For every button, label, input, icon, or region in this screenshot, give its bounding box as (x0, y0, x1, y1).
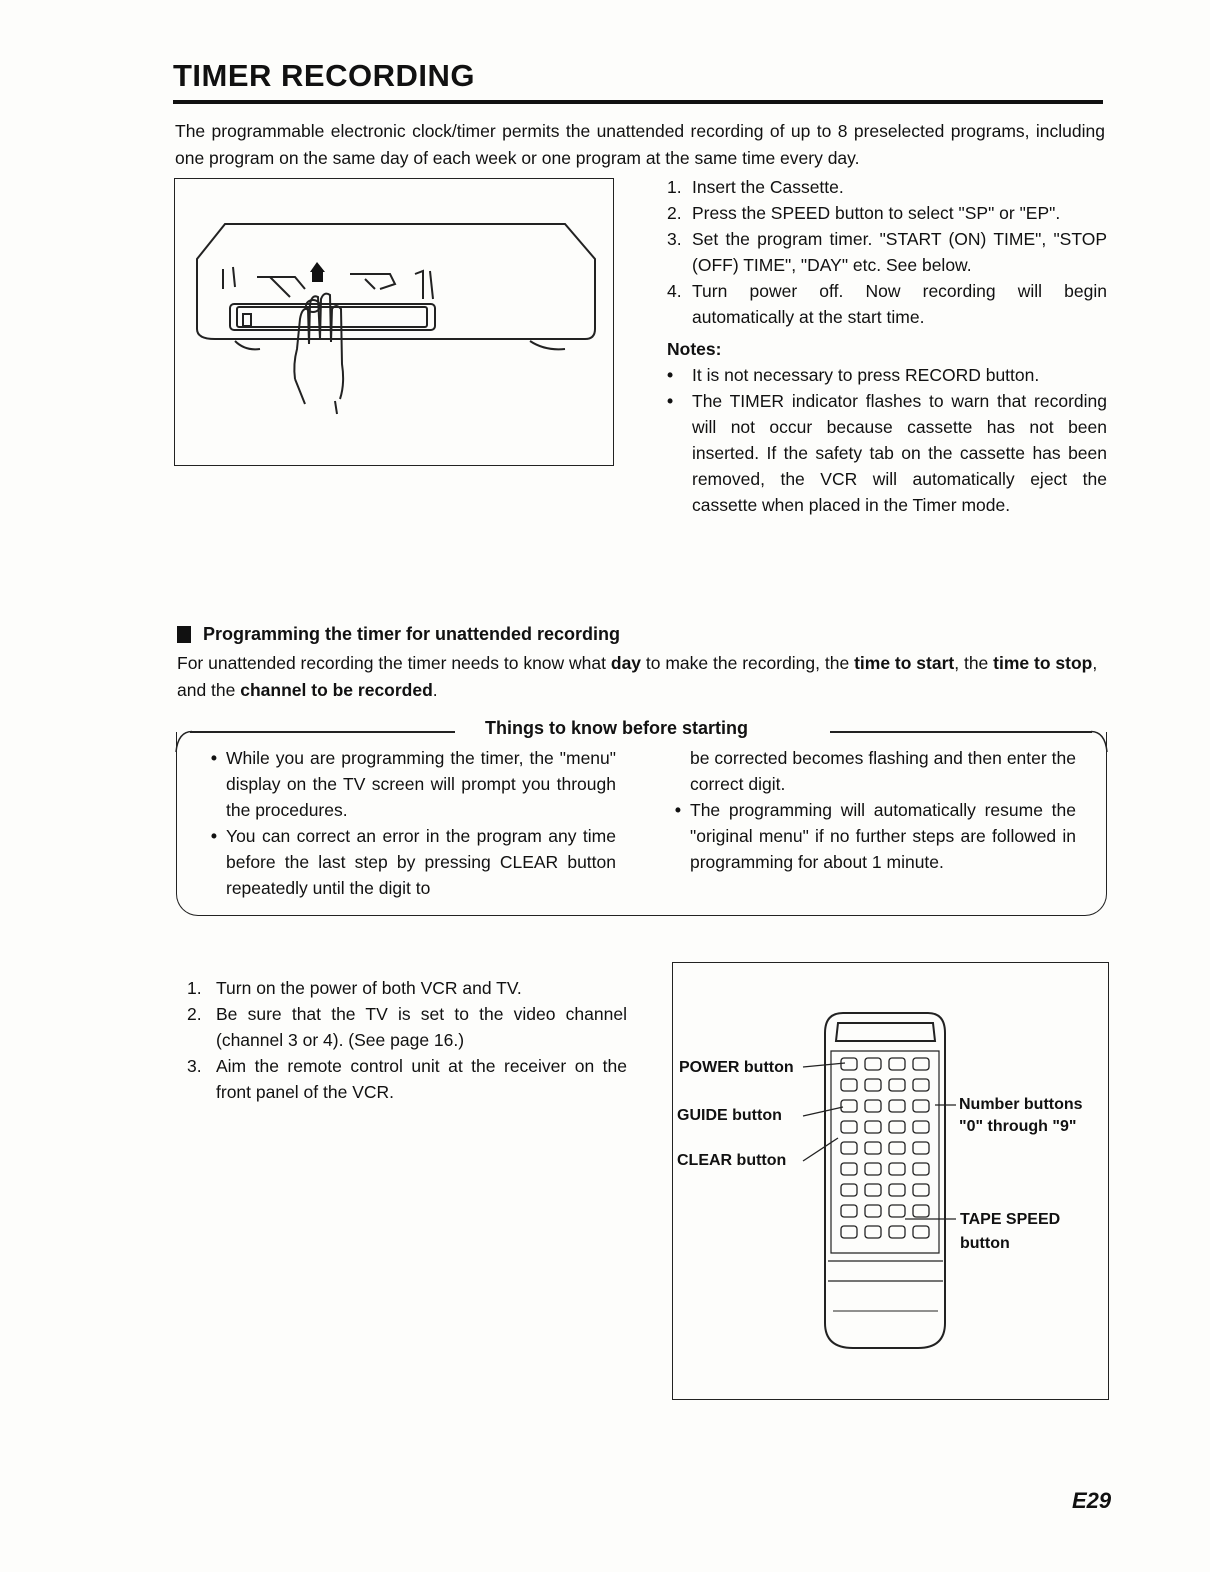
box-corner (1090, 730, 1110, 754)
remote-step: 2. Be sure that the TV is set to the video channel (channel 3 or 4). (See page 16.) (187, 1004, 627, 1050)
remote-key (889, 1226, 905, 1238)
intro-paragraph: The programmable electronic clock/timer permits the unattended recording of up to 8 preselected programs, including one program on the same day of each week or one program at the same time every day. (175, 121, 1105, 168)
remote-key (889, 1184, 905, 1196)
remote-key (913, 1163, 929, 1175)
remote-control-drawing (673, 963, 1107, 1398)
remote-key (865, 1184, 881, 1196)
clear-button-label: CLEAR button (677, 1152, 787, 1169)
remote-step: 3. Aim the remote control unit at the receiver on the front panel of the VCR. (187, 1056, 627, 1102)
remote-key (889, 1121, 905, 1133)
remote-key (865, 1100, 881, 1112)
box-item: • The programming will automatically resume the "original menu" if no further steps are followed in programming for about 1 minute. (674, 800, 1076, 872)
setup-steps (667, 174, 1107, 518)
box-continuation: be corrected becomes flashing and then enter the correct digit. (690, 748, 1076, 794)
box-item: • You can correct an error in the program any time before the last step by pressing CLEAR button repeatedly until the digit to (210, 826, 616, 898)
setup-step: 4. Turn power off. Now recording will begin automatically at the start time. (667, 281, 1107, 327)
remote-key (889, 1142, 905, 1154)
remote-key (841, 1163, 857, 1175)
remote-key (841, 1100, 857, 1112)
guide-button-label: GUIDE button (677, 1107, 782, 1124)
power-button-label: POWER button (679, 1059, 794, 1076)
box-item: • While you are programming the timer, the "menu" display on the TV screen will prompt you through the procedures. (210, 748, 616, 820)
remote-key (913, 1142, 929, 1154)
tape-speed-button-word: button (960, 1235, 1010, 1252)
box-top-line (190, 731, 455, 733)
section-heading: Programming the timer for unattended recording (177, 624, 620, 645)
remote-key (889, 1205, 905, 1217)
remote-key (841, 1121, 857, 1133)
remote-key (913, 1058, 929, 1070)
box-title: Things to know before starting (485, 718, 749, 738)
remote-key (865, 1079, 881, 1091)
page-title: TIMER RECORDING (173, 58, 475, 93)
square-bullet-icon (177, 626, 191, 643)
remote-key (841, 1205, 857, 1217)
remote-key (841, 1058, 857, 1070)
remote-key (865, 1058, 881, 1070)
remote-key (913, 1184, 929, 1196)
page-number: E29 (1072, 1488, 1112, 1513)
box-right-column (668, 745, 1076, 875)
number-buttons-range: "0" through "9" (959, 1118, 1077, 1135)
remote-key (841, 1184, 857, 1196)
remote-key (865, 1121, 881, 1133)
remote-key (841, 1079, 857, 1091)
setup-step: 2. Press the SPEED button to select "SP" or "EP". (667, 203, 1061, 223)
section-paragraph: For unattended recording the timer needs to know what day to make the recording, the time to start, the time to stop, and the channel to be recorded. (177, 653, 1098, 700)
remote-step: 1. Turn on the power of both VCR and TV. (187, 978, 522, 998)
setup-step: 3. Set the program timer. "START (ON) TIME", "STOP (OFF) TIME", "DAY" etc. See below. (667, 229, 1107, 275)
remote-key (913, 1121, 929, 1133)
remote-key (889, 1100, 905, 1112)
number-buttons-label: Number buttons (959, 1096, 1083, 1113)
title-rule (173, 100, 1103, 104)
remote-key (889, 1163, 905, 1175)
note-item: • The TIMER indicator flashes to warn that recording will not occur because cassette has not been inserted. If the safety tab on the cassette has been removed, the VCR will automatically eject the cassette when placed in the Timer mode. (667, 391, 1107, 515)
box-corner (174, 730, 194, 754)
tape-speed-label: TAPE SPEED (960, 1211, 1061, 1228)
remote-key (865, 1226, 881, 1238)
remote-key (913, 1100, 929, 1112)
remote-key (913, 1226, 929, 1238)
remote-control-illustration (672, 962, 1109, 1400)
remote-steps (187, 975, 627, 1105)
remote-key (889, 1079, 905, 1091)
vcr-insert-illustration (174, 178, 614, 466)
setup-step: 1. Insert the Cassette. (667, 177, 844, 197)
remote-key (841, 1226, 857, 1238)
remote-key (889, 1058, 905, 1070)
remote-key (865, 1163, 881, 1175)
remote-key (865, 1142, 881, 1154)
remote-key (913, 1205, 929, 1217)
box-top-line (830, 731, 1092, 733)
remote-key (841, 1142, 857, 1154)
box-left-column (204, 745, 616, 901)
notes-heading: Notes: (667, 339, 722, 359)
note-item: • It is not necessary to press RECORD button. (667, 365, 1040, 385)
remote-key (913, 1079, 929, 1091)
remote-key (865, 1205, 881, 1217)
vcr-cassette-drawing (175, 179, 612, 464)
